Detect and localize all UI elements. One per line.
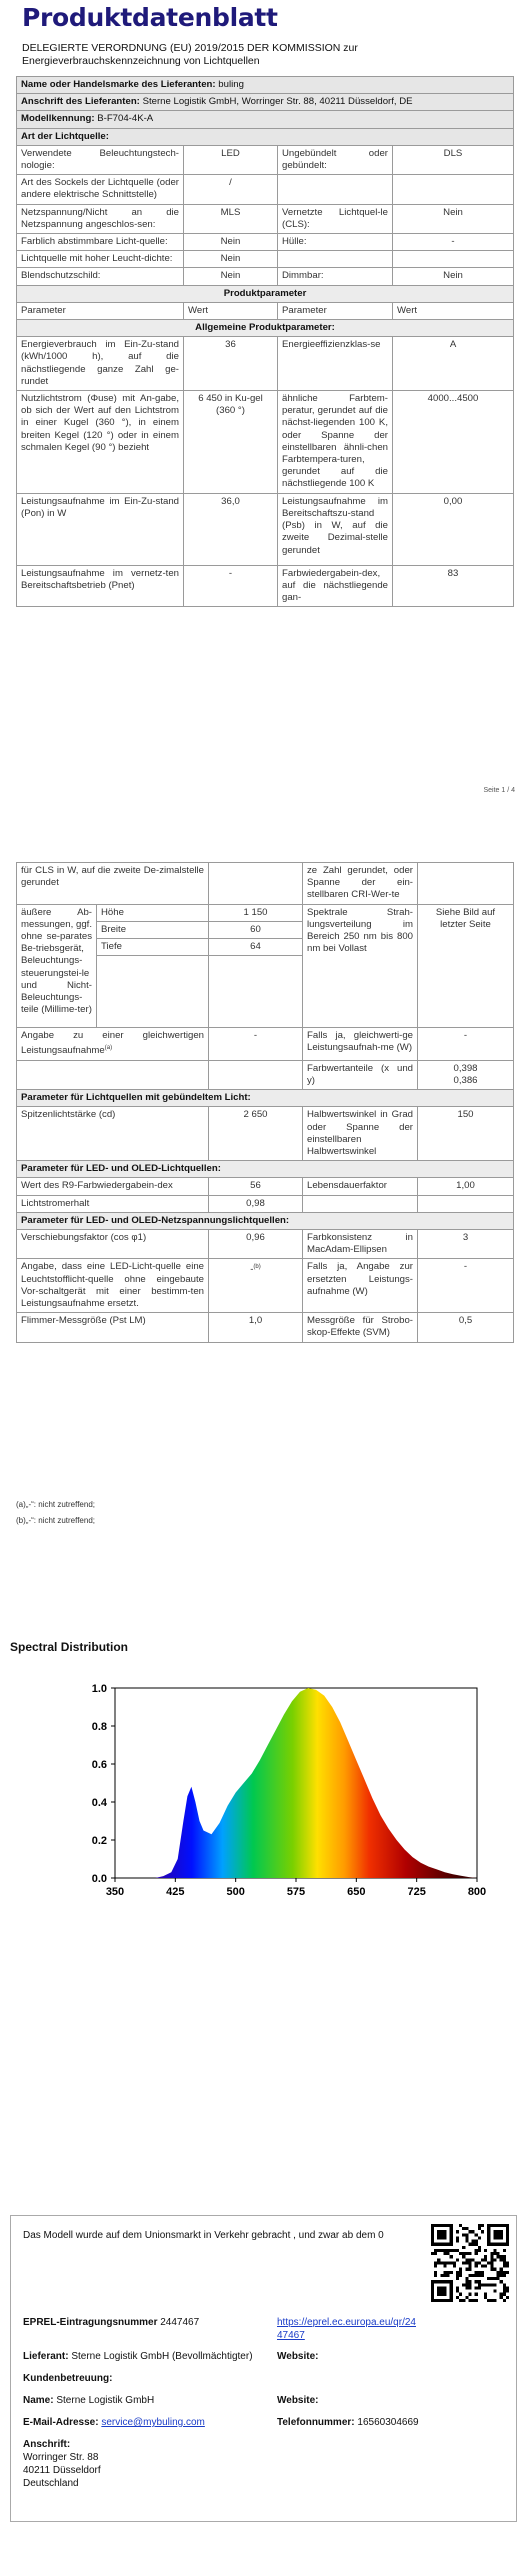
- table-row: für CLS in W, auf die zweite De-zimalstelle gerundet ze Zahl gerundet, oder Spanne der ein-stellbaren CRI-Wer-te: [17, 863, 514, 905]
- column-header-row: Parameter Wert Parameter Wert: [17, 302, 514, 319]
- table-row: Leistungsaufnahme im Ein-Zu-stand (Pon) in W 36,0 Leistungsaufnahme im Bereitschaftszu-stand (Psb) in W, auf die zweite Dezimal-stelle gerundet 0,00: [17, 493, 514, 565]
- y-tick-label: 0.8: [91, 1721, 107, 1733]
- email-label: E-Mail-Adresse:: [23, 2417, 99, 2428]
- table-row: Blendschutzschild: Nein Dimmbar: Nein: [17, 268, 514, 285]
- eprel-info-box: [10, 2215, 517, 2522]
- phone-label: Telefonnummer:: [277, 2417, 355, 2428]
- document-title: Produktdatenblatt: [22, 3, 278, 32]
- light-source-table: [16, 76, 514, 607]
- website2-label: Website:: [277, 2395, 319, 2406]
- table-row: Tiefe 64: [17, 939, 514, 956]
- website-label: Website:: [277, 2351, 319, 2362]
- x-tick-label: 725: [407, 1886, 426, 1898]
- customer-service-label: Kundenbetreuung:: [23, 2373, 113, 2384]
- supplier-address-label: Anschrift des Lieferanten:: [21, 96, 140, 108]
- address-label: Anschrift:: [23, 2439, 71, 2450]
- directional-parameters-heading: Parameter für Lichtquellen mit gebündeltem Licht:: [17, 1090, 514, 1107]
- product-parameters-heading: Produktparameter: [17, 285, 514, 302]
- product-parameters-table-continued: [16, 862, 514, 1343]
- footnotes: [16, 1497, 95, 1529]
- name-label: Name:: [23, 2395, 54, 2406]
- regulation-reference: DELEGIERTE VERORDNUNG (EU) 2019/2015 DER KOMMISSION zur Energieverbrauchskennzeichnung von Lichtquellen: [22, 42, 358, 67]
- table-row: Leistungsaufnahme im vernetz-ten Bereitschaftsbetrieb (Pnet) - Farbwiedergabein-dex, auf die nächstliegende gan- 83: [17, 565, 514, 607]
- spectral-chart-svg: [60, 1680, 500, 1910]
- eprel-label: EPREL-Eintragungsnummer: [23, 2317, 158, 2328]
- general-parameters-heading: Allgemeine Produktparameter:: [17, 320, 514, 337]
- x-tick-label: 350: [105, 1886, 125, 1898]
- spectrum-area: [115, 1688, 477, 1878]
- x-tick-label: 575: [286, 1886, 306, 1898]
- x-tick-label: 425: [166, 1886, 185, 1898]
- table-row: Wert des R9-Farbwiedergabein-dex 56 Lebensdauerfaktor 1,00: [17, 1178, 514, 1195]
- x-tick-label: 650: [347, 1886, 366, 1898]
- page-number: Seite 1 / 4: [483, 787, 515, 794]
- address-line-1: Worringer Str. 88: [23, 2452, 99, 2463]
- address-line-2: 40211 Düsseldorf: [23, 2465, 101, 2476]
- supplier-name-label: Name oder Handelsmarke des Lieferanten:: [21, 79, 216, 90]
- table-row: Energieverbrauch im Ein-Zu-stand (kWh/1000 h), auf die nächstliegende ganze Zahl ge-rundet 36 Energieeffizienzklas-se A: [17, 337, 514, 391]
- page-break-fade: [16, 766, 513, 784]
- y-tick-label: 0.2: [91, 1835, 107, 1847]
- y-tick-label: 0.4: [91, 1797, 107, 1809]
- table-row: Verschiebungsfaktor (cos φ1) 0,96 Farbkonsistenz in MacAdam-Ellipsen 3: [17, 1230, 514, 1259]
- spectral-chart: [60, 1680, 500, 1915]
- table-row: Lichtstromerhalt 0,98: [17, 1195, 514, 1212]
- eprel-number: 2447467: [160, 2317, 200, 2328]
- x-tick-label: 500: [226, 1886, 245, 1898]
- table-row: Verwendete Beleuchtungstech-nologie: LED Ungebündelt oder gebündelt: DLS: [17, 145, 514, 174]
- phone-value: 16560304669: [357, 2417, 419, 2428]
- y-tick-label: 0.0: [91, 1873, 107, 1885]
- table-row: Farblich abstimmbare Licht-quelle: Nein Hülle: -: [17, 234, 514, 251]
- table-row: Spitzenlichtstärke (cd) 2 650 Halbwertswinkel in Grad oder Spanne der einstellbaren Halbwertswinkel 150: [17, 1107, 514, 1161]
- mains-led-parameters-heading: Parameter für LED- und OLED-Netzspannungslichtquellen:: [17, 1212, 514, 1229]
- table-row: Lichtquelle mit hoher Leucht-dichte: Nein: [17, 251, 514, 268]
- table-row: Angabe, dass eine LED-Licht-quelle eine Leuchtstofflicht-quelle ohne eingebaute Vor-schaltgerät mit einer bestimm-ten Leistungsaufnahme ersetzt. -$^{(b)}$ Falls ja, Angabe zur ersetzten Leistungs-aufnahme (W) -: [17, 1259, 514, 1313]
- qr-code-icon: [431, 2224, 509, 2302]
- table-row: Farbwertanteile (x und y) 0,398 0,386: [17, 1060, 514, 1089]
- name-value: Sterne Logistik GmbH: [56, 2395, 155, 2406]
- email-link[interactable]: service@mybuling.com: [101, 2417, 205, 2428]
- led-parameters-heading: Parameter für LED- und OLED-Lichtquellen:: [17, 1161, 514, 1178]
- footnote-a: (a)„-“: nicht zutreffend;: [16, 1500, 95, 1509]
- supplier-name: buling: [218, 79, 244, 90]
- table-row: Nutzlichtstrom (Φuse) mit An-gabe, ob sich der Wert auf den Lichtstrom in einer Kugel (360 °), in einem breiten Kegel (120 °) oder in einem schmalen Kegel (90 °) bezieht 6 450 in Ku-gel (360 °) ähnliche Farbtem-peratur, gerundet auf die nächst-liegenden 100 K, oder Spanne der einstellbaren ähnli-chen Farbtempera-turen, gerundet auf die nächstliegende 100 K 4000...4500: [17, 391, 514, 494]
- table-row: äußere Ab-messungen, ggf. ohne se-parates Be-triebsgerät, Beleuchtungs-steuerungstei-le und Nicht-Beleuchtungs-teile (Millime-ter) Höhe 1 150 Spektrale Strah-lungsverteilung im Bereich 250 nm bis 800 nm bei Vollast Siehe Bild auf letzter Seite: [17, 904, 514, 921]
- table-row: Breite 60: [17, 921, 514, 938]
- spectral-title: Spectral Distribution: [10, 1640, 129, 1654]
- y-tick-label: 1.0: [91, 1683, 107, 1695]
- table-row: Flimmer-Messgröße (Pst LM) 1,0 Messgröße für Strobo-skop-Effekte (SVM) 0,5: [17, 1313, 514, 1342]
- address-line-3: Deutschland: [23, 2478, 79, 2489]
- light-source-type-heading: Art der Lichtquelle:: [17, 128, 514, 145]
- table-row: Netzspannung/Nicht an die Netzspannung angeschlos-sen: MLS Vernetzte Lichtquel-le (CLS): Nein: [17, 204, 514, 233]
- dimensions-label: äußere Ab-messungen, ggf. ohne se-parates Be-triebsgerät, Beleuchtungs-steuerungstei-le und Nicht-Beleuchtungs-teile (Millime-ter): [17, 904, 97, 1028]
- table-row: Art des Sockels der Lichtquelle (oder andere elektrische Schnittstelle) /: [17, 175, 514, 204]
- x-tick-label: 800: [467, 1886, 487, 1898]
- table-row: Angabe zu einer gleichwertigen Leistungsaufnahme$^{(a)}$ - Falls ja, gleichwerti-ge Leistungsaufnah-me (W) -: [17, 1028, 514, 1061]
- model-id: B-F704-4K-A: [97, 113, 154, 125]
- supplier-label: Lieferant:: [23, 2351, 69, 2362]
- eprel-link[interactable]: https://eprel.ec.europa.eu/qr/24 47467: [277, 2317, 416, 2341]
- supplier-address: Sterne Logistik GmbH, Worringer Str. 88, 40211 Düsseldorf, DE: [142, 96, 413, 108]
- datasheet-page-1: [0, 0, 529, 815]
- y-tick-label: 0.6: [91, 1759, 107, 1771]
- supplier-value: Sterne Logistik GmbH (Bevollmächtigter): [71, 2351, 253, 2362]
- model-label: Modellkennung:: [21, 113, 95, 125]
- footnote-b: (b)„-“: nicht zutreffend;: [16, 1516, 95, 1525]
- market-placement-text: Das Modell wurde auf dem Unionsmarkt in Verkehr gebracht , und zwar ab dem 0: [23, 2230, 384, 2241]
